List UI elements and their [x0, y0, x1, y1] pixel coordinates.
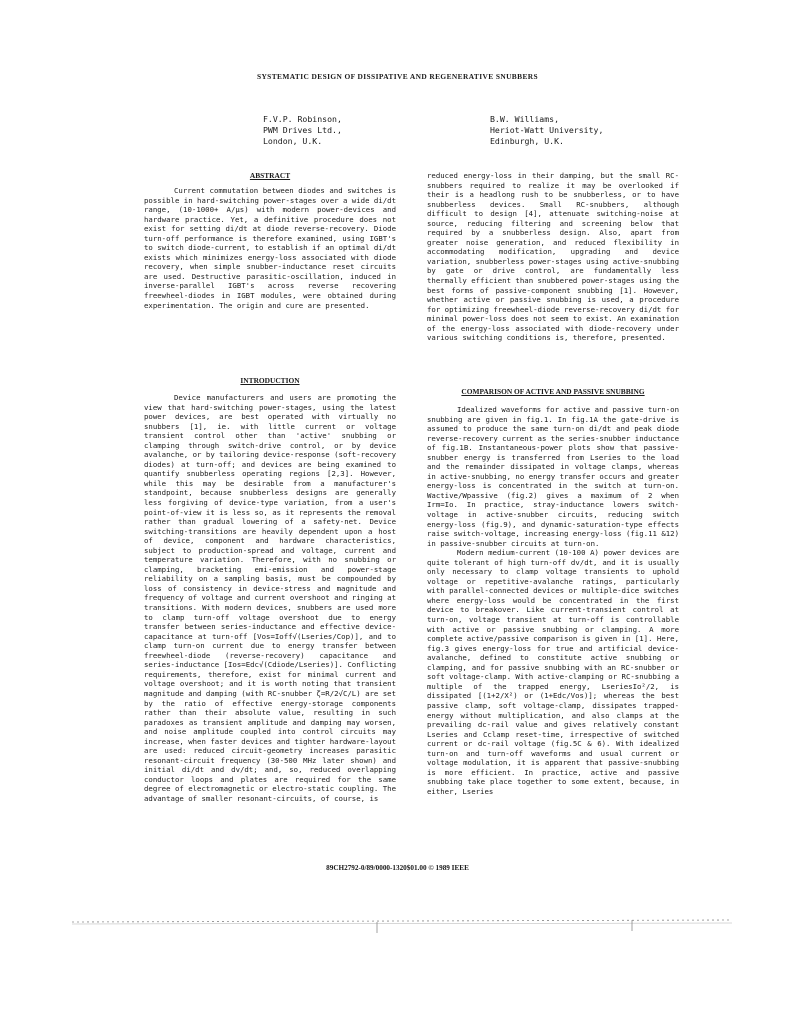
author-location: Edinburgh, U.K. [490, 136, 564, 146]
author-affiliation: PWM Drives Ltd., [263, 125, 342, 135]
intro-continuation-text: reduced energy-loss in their damping, but the small RC-snubbers required to realize it may be overlooked if their is a headlong rush to be snubberless, or to have snubberless devices. Small RC-snubbers, although difficult to design [4], attenuate switching-noise at source, reducing filtering and screening below that required by a snubberless design. Also, apart from greater noise generation, and reduced flexibility in accommodating modification, upgrading and device variation, snubberless power-stages using active-snubbing by gate or drive control, are fundamentally less thermally efficient than snubbered power-stages using the best forms of passive-component snubbing [1]. However, whether active or passive snubbing is used, a procedure for optimizing freewheel-diode reverse-recovery di/dt for minimal power-loss does not seem to exist. An examination of the energy-loss associated with diode-recovery under various switching conditions is, therefore, presented. [427, 171, 680, 343]
intro-continuation [427, 171, 679, 343]
scan-artifact-lines [72, 900, 732, 960]
author-affiliation: Heriot-Watt University, [490, 125, 604, 135]
comparison-paragraph-1: Idealized waveforms for active and passive turn-on snubbing are given in fig.1. In fig.1A the gate-drive is assumed to produce the same turn-on di/dt and peak diode reverse-recovery current as the series-snubber inductance of fig.1B. Instantaneous-power plots show that passive-snubber energy is transferred from Lseries to the load and the remainder dissipated in voltage clamps, whereas in active-snubbing, no energy transfer occurs and greater energy-loss is concentrated in the switch at turn-on. Wactive/Wpassive (fig.2) gives a maximum of 2 when Irm=Io. In practice, stray-inductance lowers switch-voltage in active-snubber circuits, reducing switch energy-loss (fig.9), and dynamic-saturation-type effects raise switch-voltage, increasing energy-loss (fig.11 &12) in passive-snubber circuits at turn-on. [427, 405, 680, 548]
author-name: B.W. Williams, [490, 114, 560, 124]
introduction-text: Device manufacturers and users are promoting the view that hard-switching power-stages, using the latest power devices, are best operated with virtually no snubbers [1], ie. with little current or voltage transient control other than 'active' snubbing or clamping through switch-drive control, or by device avalanche, or by tailoring device-response (soft-recovery diodes) at turn-off; and devices are being examined to quantify snubberless operating regions [2,3]. However, while this may be desirable from a manufacturer's standpoint, because snubberless designs are generally less forgiving of device-type variation, from a user's point-of-view it is less so, as it represents the removal rather than gradual lowering of a safety-net. Device switching-transitions are heavily dependent upon a host of device, component and hardware characteristics, subject to production-spread and voltage, current and temperature variation. Therefore, with no snubbing or clamping, bracketing emi-emission and power-stage reliability on a sampling basis, must be compounded by loss of consistency in device-stress and magnitude and frequency of voltage and current overshoot and ringing at transitions. With modern devices, snubbers are used more to clamp turn-off voltage overshoot due to energy transfer between series-inductance and effective device-capacitance at turn-off [Vos=Ioff√(Lseries/Cop)], and to clamp turn-on current due to energy transfer between freewheel-diode (reverse-recovery) capacitance and series-inductance [Ios=Edc√(Cdiode/Lseries)]. Conflicting requirements, therefore, exist for minimal current and voltage overshoot; and it is worth noting that transient magnitude and damping (with RC-snubber ζ=R/2√C/L) are set by the ratio of effective energy-storage components rather than their absolute value, resulting in such paradoxes as transient amplitude and damping may worsen, and noise amplitude coupled into control circuits may increase, when faster devices and tighter hardware-layout are used: reduced circuit-geometry increases parasitic resonant-circuit frequency (30-500 MHz later shown) and initial di/dt and dv/dt; and, so, reduced overlapping conductor loops and plates are required for the same degree of electromagnetic or electro-static coupling. The advantage of smaller resonant-circuits, of course, is [144, 393, 397, 803]
comparison-heading: COMPARISON OF ACTIVE AND PASSIVE SNUBBING [461, 387, 645, 396]
scan-line [72, 920, 732, 922]
comparison-body [427, 405, 679, 796]
author-name: F.V.P. Robinson, [263, 114, 342, 124]
abstract-body [144, 186, 396, 310]
comparison-paragraph-2: Modern medium-current (10-100 A) power devices are quite tolerant of high turn-off dv/dt, and it is usually only necessary to clamp voltage transients to uphold voltage or repetitive-avalanche ratings, particularly with parallel-connected devices or multiple-dice switches where energy-loss would be concentrated in the first device to breakover. Like current-transient control at turn-on, voltage transient at turn-off is controllable with active or passive snubbing or clamping. A more complete active/passive comparison is given in [1]. Here, fig.3 gives energy-loss for true and artificial device-avalanche, defined to constitute active snubbing or clamping, and for passive snubbing with an RC-snubber or soft voltage-clamp. With active-clamping or RC-snubbing a multiple of the trapped energy, LseriesIo²/2, is dissipated [(1+2/X²) or (1+Edc/Vos)]; whereas the best passive clamp, soft voltage-clamp, dissipates trapped-energy without multiplication, and also clamps at the prevailing dc-rail value and gives relatively constant Lseries and Cclamp reset-time, irrespective of switched current or dc-rail voltage (fig.5C & 6). With idealized turn-on and turn-off waveforms and usual current or voltage modulation, it is apparent that passive-snubbing is more efficient. In practice, active and passive snubbing take place together to some extent, because, in either, Lseries [427, 548, 680, 796]
author-block-2 [490, 114, 603, 147]
introduction-heading: INTRODUCTION [240, 376, 300, 385]
author-location: London, U.K. [263, 136, 323, 146]
scan-line [72, 923, 732, 924]
abstract-heading: ABSTRACT [249, 171, 291, 180]
paper-title: SYSTEMATIC DESIGN OF DISSIPATIVE AND REGENERATIVE SNUBBERS [256, 72, 539, 81]
abstract-text: Current commutation between diodes and switches is possible in hard-switching power-stages over a wide di/dt range, (10-1000+ A/µs) with modern power-devices and hardware practice. Yet, a definitive procedure does not exist for setting di/dt at diode reverse-recovery. Diode turn-off performance is therefore examined, using IGBT's to switch diode-current, to establish if an optimal di/dt exists which minimizes energy-loss associated with diode recovery, when simple snubber-inductance reset circuits are used. Destructive parasitic-oscillation, induced in inverse-parallel IGBT's across reverse recovering freewheel-diodes in IGBT modules, were obtained during experimentation. The origin and cure are presented. [144, 186, 397, 310]
introduction-body [144, 393, 396, 804]
copyright-footer: 89CH2792-0/89/0000-1320$01.00 © 1989 IEEE [326, 864, 469, 872]
author-block-1 [263, 114, 342, 147]
